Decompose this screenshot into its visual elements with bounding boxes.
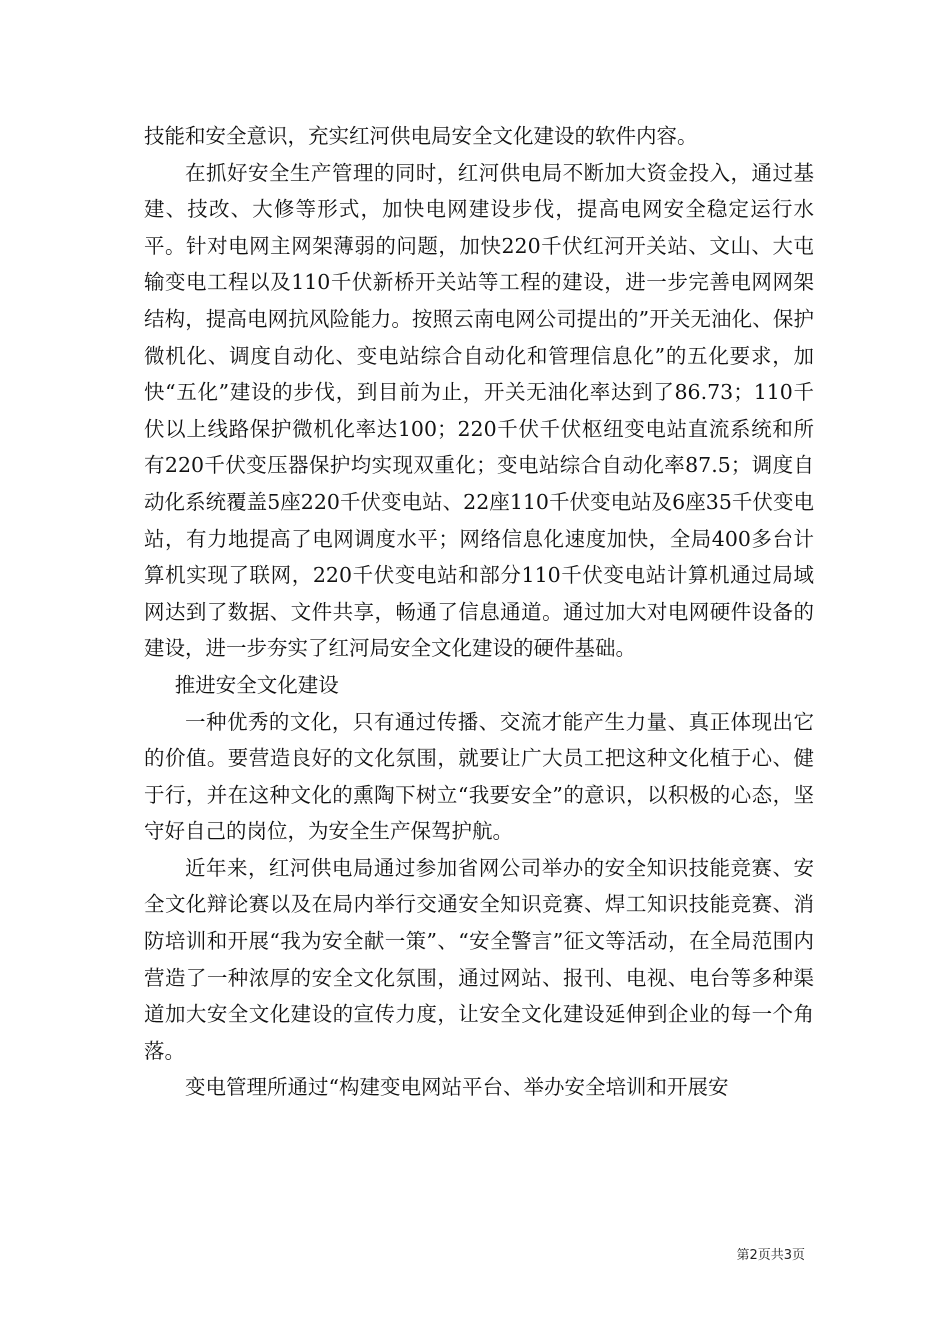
paragraph-grid-construction: 在抓好安全生产管理的同时，红河供电局不断加大资金投入，通过基建、技改、大修等形式，加快电网建设步伐，提高电网安全稳定运行水平。针对电网主网架薄弱的问题，加快220千伏红河开关站、文山、大屯输变电工程以及110千伏新桥开关站等工程的建设，进一步完善电网网架结构，提高电网抗风险能力。按照云南电网公司提出的”开关无油化、保护微机化、调度自动化、变电站综合自动化和管理信息化”的五化要求，加快“五化”建设的步伐，到目前为止，开关无油化率达到了86.73；110千伏以上线路保护微机化率达100；220千伏千伏枢纽变电站直流系统和所有220千伏变压器保护均实现双重化；变电站综合自动化率87.5；调度自动化系统覆盖5座220千伏变电站、22座110千伏变电站及6座35千伏变电站，有力地提高了电网调度水平；网络信息化速度加快，全局400多台计算机实现了联网，220千伏变电站和部分110千伏变电站计算机通过局域网达到了数据、文件共享，畅通了信息通道。通过加大对电网硬件设备的建设，进一步夯实了红河局安全文化建设的硬件基础。 [144, 160, 814, 661]
body-text [144, 118, 814, 1106]
page-number-footer: 第2页共3页 [736, 1248, 805, 1263]
paragraph-substation-management: 变电管理所通过“构建变电网站平台、举办安全培训和开展安 [185, 1075, 729, 1100]
paragraph-culture-value: 一种优秀的文化，只有通过传播、交流才能产生力量、真正体现出它的价值。要营造良好的文化氛围，就要让广大员工把这种文化植于心、健于行，并在这种文化的熏陶下树立“我要安全”的意识，以积极的心态，坚守好自己的岗位，为安全生产保驾护航。 [144, 709, 814, 844]
paragraph-activities: 近年来，红河供电局通过参加省网公司举办的安全知识技能竞赛、安全文化辩论赛以及在局内举行交通安全知识竞赛、焊工知识技能竞赛、消防培训和开展“我为安全献一策”、“安全警言”征文等活动，在全局范围内营造了一种浓厚的安全文化氛围，通过网站、报刊、电视、电台等多种渠道加大安全文化建设的宣传力度，让安全文化建设延伸到企业的每一个角落。 [144, 855, 814, 1063]
section-heading: 推进安全文化建设 [174, 672, 339, 697]
paragraph-continuation: 技能和安全意识，充实红河供电局安全文化建设的软件内容。 [144, 124, 698, 148]
